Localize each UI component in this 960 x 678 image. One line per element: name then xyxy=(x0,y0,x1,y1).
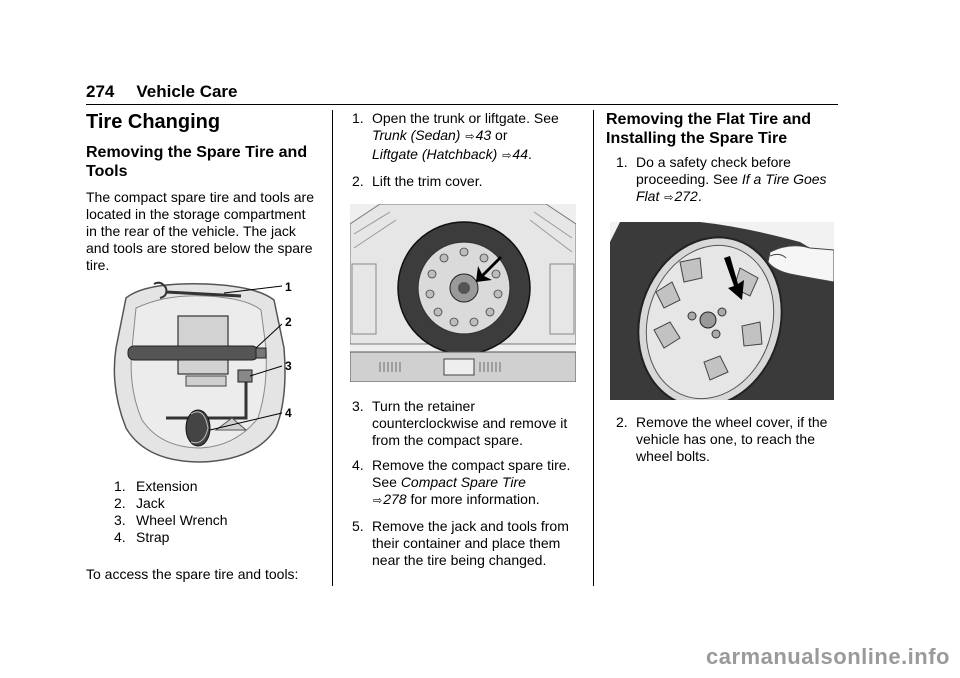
ref-compact-spare[interactable]: Compact Spare Tire xyxy=(400,474,526,490)
intro-paragraph: The compact spare tire and tools are located in the storage compartment in the rear of the vehicle. The jack and tools are stored below the spare tire. xyxy=(86,189,315,273)
trunk-spare-drawing xyxy=(350,204,576,382)
figure-label-1: 1 xyxy=(285,280,292,294)
trunk-spare-figure xyxy=(350,204,576,382)
column-2-steps-bottom xyxy=(352,398,582,569)
column-3-top xyxy=(606,110,842,207)
column-1 xyxy=(86,110,318,274)
step-5: 5. Remove the jack and tools from their container and place them near the tire being changed. xyxy=(352,518,569,568)
outro-paragraph: To access the spare tire and tools: xyxy=(86,566,299,582)
ref-trunk-sedan[interactable]: Trunk (Sedan) xyxy=(372,127,461,143)
step-3: 3. Turn the retainer counterclockwise and remove it from the compact spare. xyxy=(352,398,568,448)
storage-compartment-figure xyxy=(106,278,306,468)
wheel-cover-drawing xyxy=(610,222,834,400)
page-title: Tire Changing xyxy=(86,111,221,133)
header-rule xyxy=(86,104,838,105)
wheel-cover-figure xyxy=(610,222,834,400)
legend-item: 2. Jack xyxy=(114,495,165,511)
section-title: Vehicle Care xyxy=(136,82,238,101)
ref-tire-goes-flat[interactable]: If a Tire Goes Flat xyxy=(636,171,827,204)
section-heading-spare: Removing the Spare Tire and Tools xyxy=(86,144,308,180)
column-2-steps-top xyxy=(352,110,582,190)
page-number: 274 xyxy=(86,82,115,101)
figure-label-2: 2 xyxy=(285,315,292,329)
section-heading-flat: Removing the Flat Tire and Installing the Spare Tire xyxy=(606,111,812,147)
flat-step-1: 1. Do a safety check before proceeding. See If a Tire Goes Flat ⇨272. xyxy=(616,154,827,204)
figure-label-3: 3 xyxy=(285,359,292,373)
page-header xyxy=(86,82,238,102)
step-1: 1. Open the trunk or liftgate. See Trunk (Sedan) ⇨43 or Liftgate (Hatchback) ⇨44. xyxy=(352,110,559,162)
page-ref-icon: ⇨ xyxy=(664,192,674,204)
step-2: 2. Lift the trim cover. xyxy=(352,173,483,189)
legend-item: 3. Wheel Wrench xyxy=(114,512,228,528)
step-4: 4. Remove the compact spare tire. See Compact Spare Tire ⇨278 for more information. xyxy=(352,457,571,507)
storage-compartment-drawing xyxy=(106,278,306,468)
page-ref-icon: ⇨ xyxy=(465,131,475,143)
page-ref-icon: ⇨ xyxy=(373,495,383,507)
watermark[interactable]: carmanualsonline.info xyxy=(706,644,950,669)
column-divider-1 xyxy=(332,110,333,586)
figure-legend xyxy=(114,478,314,546)
ref-liftgate[interactable]: Liftgate (Hatchback) xyxy=(372,146,498,162)
column-divider-2 xyxy=(593,110,594,586)
legend-item: 1. Extension xyxy=(114,478,198,494)
flat-step-2: 2. Remove the wheel cover, if the vehicle has one, to reach the wheel bolts. xyxy=(616,414,828,464)
column-3-bottom xyxy=(616,414,842,465)
figure-label-4: 4 xyxy=(285,406,292,420)
legend-item: 4. Strap xyxy=(114,529,170,545)
page-ref-icon: ⇨ xyxy=(502,150,512,162)
